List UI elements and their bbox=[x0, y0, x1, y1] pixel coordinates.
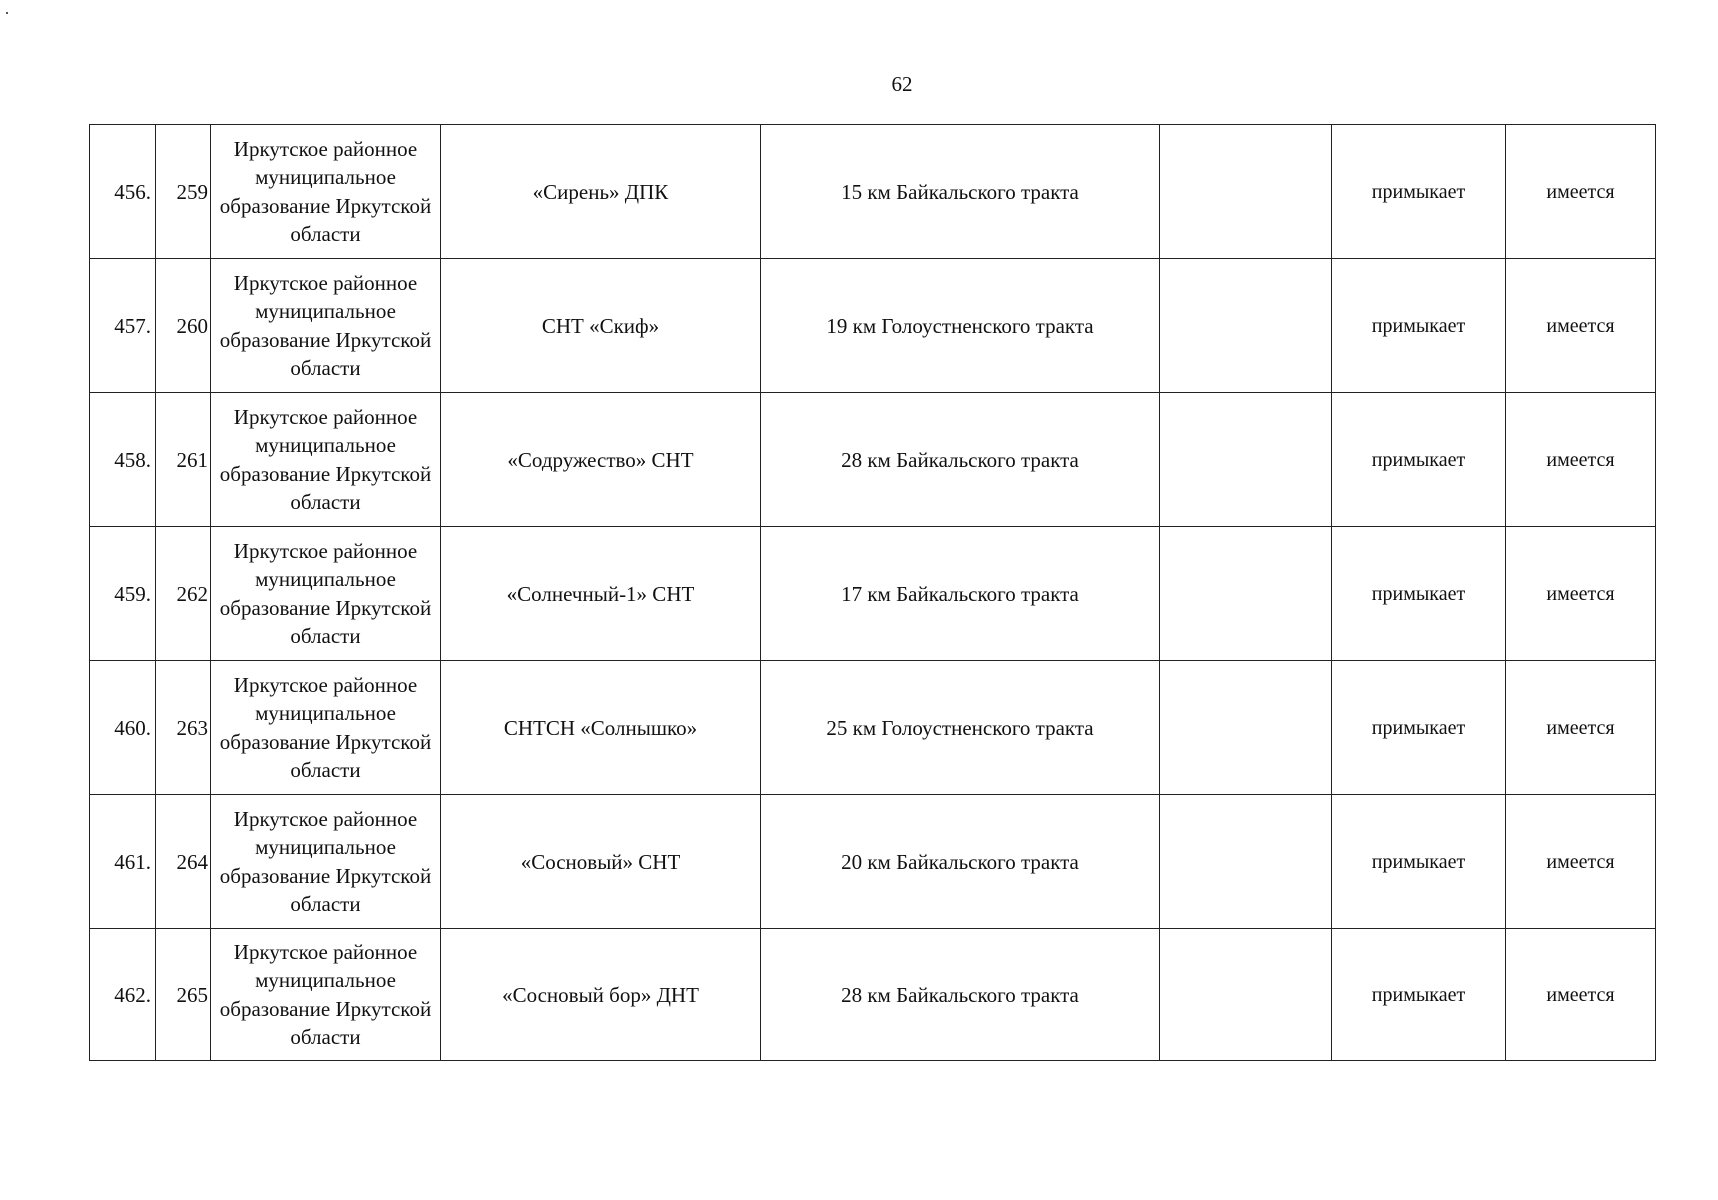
row-number-cell: 459. bbox=[90, 527, 156, 661]
row-number-cell: 456. bbox=[90, 125, 156, 259]
empty-cell bbox=[1160, 259, 1332, 393]
name-cell: «Содружество» СНТ bbox=[441, 393, 761, 527]
empty-cell bbox=[1160, 527, 1332, 661]
status-cell: примыкает bbox=[1332, 661, 1506, 795]
row-id-cell: 261 bbox=[156, 393, 211, 527]
name-cell: «Сосновый бор» ДНТ bbox=[441, 929, 761, 1061]
registry-table bbox=[89, 124, 1656, 1061]
name-cell: «Солнечный-1» СНТ bbox=[441, 527, 761, 661]
availability-cell: имеется bbox=[1506, 259, 1656, 393]
location-cell: 15 км Байкальского тракта bbox=[761, 125, 1160, 259]
org-cell: Иркутское районное муниципальное образование Иркутской области bbox=[211, 929, 441, 1061]
status-cell: примыкает bbox=[1332, 527, 1506, 661]
status-cell: примыкает bbox=[1332, 795, 1506, 929]
table-body bbox=[90, 125, 1656, 1061]
availability-cell: имеется bbox=[1506, 795, 1656, 929]
name-cell: «Сосновый» СНТ bbox=[441, 795, 761, 929]
location-cell: 19 км Голоустненского тракта bbox=[761, 259, 1160, 393]
row-number-cell: 458. bbox=[90, 393, 156, 527]
org-cell: Иркутское районное муниципальное образование Иркутской области bbox=[211, 125, 441, 259]
name-cell: «Сирень» ДПК bbox=[441, 125, 761, 259]
status-cell: примыкает bbox=[1332, 929, 1506, 1061]
table-row bbox=[90, 125, 1656, 259]
empty-cell bbox=[1160, 929, 1332, 1061]
name-cell: СНТ «Скиф» bbox=[441, 259, 761, 393]
org-cell: Иркутское районное муниципальное образование Иркутской области bbox=[211, 527, 441, 661]
location-cell: 28 км Байкальского тракта bbox=[761, 393, 1160, 527]
scan-speck bbox=[6, 12, 8, 14]
availability-cell: имеется bbox=[1506, 125, 1656, 259]
status-cell: примыкает bbox=[1332, 125, 1506, 259]
location-cell: 17 км Байкальского тракта bbox=[761, 527, 1160, 661]
table-row bbox=[90, 393, 1656, 527]
availability-cell: имеется bbox=[1506, 661, 1656, 795]
org-cell: Иркутское районное муниципальное образование Иркутской области bbox=[211, 393, 441, 527]
row-id-cell: 265 bbox=[156, 929, 211, 1061]
org-cell: Иркутское районное муниципальное образование Иркутской области bbox=[211, 259, 441, 393]
empty-cell bbox=[1160, 661, 1332, 795]
table-row bbox=[90, 929, 1656, 1061]
empty-cell bbox=[1160, 393, 1332, 527]
status-cell: примыкает bbox=[1332, 259, 1506, 393]
row-number-cell: 457. bbox=[90, 259, 156, 393]
table-row bbox=[90, 527, 1656, 661]
availability-cell: имеется bbox=[1506, 393, 1656, 527]
location-cell: 28 км Байкальского тракта bbox=[761, 929, 1160, 1061]
empty-cell bbox=[1160, 125, 1332, 259]
org-cell: Иркутское районное муниципальное образование Иркутской области bbox=[211, 795, 441, 929]
org-cell: Иркутское районное муниципальное образование Иркутской области bbox=[211, 661, 441, 795]
availability-cell: имеется bbox=[1506, 527, 1656, 661]
row-number-cell: 462. bbox=[90, 929, 156, 1061]
status-cell: примыкает bbox=[1332, 393, 1506, 527]
table-row bbox=[90, 661, 1656, 795]
empty-cell bbox=[1160, 795, 1332, 929]
location-cell: 20 км Байкальского тракта bbox=[761, 795, 1160, 929]
row-id-cell: 264 bbox=[156, 795, 211, 929]
row-number-cell: 461. bbox=[90, 795, 156, 929]
name-cell: СНТСН «Солнышко» bbox=[441, 661, 761, 795]
table-row bbox=[90, 259, 1656, 393]
location-cell: 25 км Голоустненского тракта bbox=[761, 661, 1160, 795]
row-id-cell: 260 bbox=[156, 259, 211, 393]
row-id-cell: 259 bbox=[156, 125, 211, 259]
availability-cell: имеется bbox=[1506, 929, 1656, 1061]
row-number-cell: 460. bbox=[90, 661, 156, 795]
table-row bbox=[90, 795, 1656, 929]
page-number: 62 bbox=[891, 72, 913, 96]
row-id-cell: 263 bbox=[156, 661, 211, 795]
row-id-cell: 262 bbox=[156, 527, 211, 661]
